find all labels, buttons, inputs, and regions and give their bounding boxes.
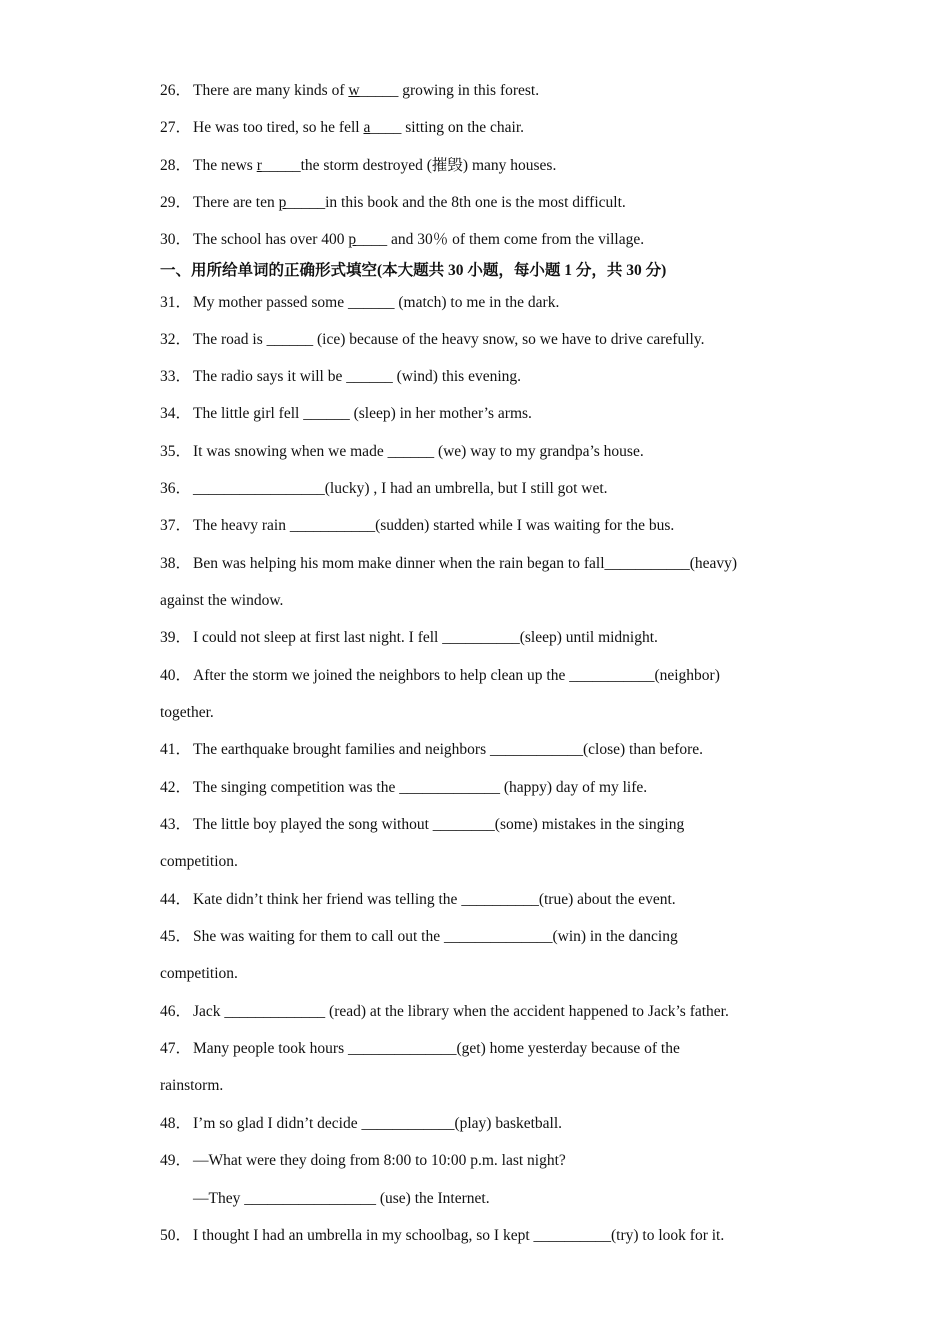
question-48: 48． I’m so glad I didn’t decide ____________(play) basketball. <box>160 1115 563 1132</box>
question-32: 32． The road is ______ (ice) because of the heavy snow, so we have to drive carefully. <box>160 331 705 348</box>
question-33: 33． The radio says it will be ______ (wind) this evening. <box>160 368 522 385</box>
question-45-continuation: competition. <box>160 965 238 982</box>
question-38: 38． Ben was helping his mom make dinner when the rain began to fall___________(heavy) <box>160 555 738 572</box>
section-heading: 一、用所给单词的正确形式填空(本大题共 30 小题，每小题 1 分，共 30 分) <box>160 262 667 279</box>
question-34: 34． The little girl fell ______ (sleep) in her mother’s arms. <box>160 405 532 422</box>
question-40: 40． After the storm we joined the neighbors to help clean up the ___________(neighbor) <box>160 667 720 684</box>
question-43-continuation: competition. <box>160 853 238 870</box>
question-40-continuation: together. <box>160 704 214 721</box>
question-44: 44． Kate didn’t think her friend was telling the __________(true) about the event. <box>160 891 676 908</box>
question-49-answer-line: —They _________________ (use) the Internet. <box>193 1190 490 1207</box>
question-31: 31． My mother passed some ______ (match) to me in the dark. <box>160 294 560 311</box>
question-50: 50． I thought I had an umbrella in my schoolbag, so I kept __________(try) to look for it. <box>160 1227 725 1244</box>
question-30: 30． The school has over 400 p____ and 30％ of them come from the village. <box>160 231 645 248</box>
question-28: 28． The news r_____the storm destroyed (摧毁) many houses. <box>160 157 557 174</box>
question-49: 49． —What were they doing from 8:00 to 10:00 p.m. last night? <box>160 1152 566 1169</box>
question-38-continuation: against the window. <box>160 592 284 609</box>
question-37: 37． The heavy rain ___________(sudden) started while I was waiting for the bus. <box>160 517 675 534</box>
question-41: 41． The earthquake brought families and neighbors ____________(close) than before. <box>160 741 704 758</box>
question-47-continuation: rainstorm. <box>160 1077 224 1094</box>
question-46: 46． Jack _____________ (read) at the library when the accident happened to Jack’s father. <box>160 1003 729 1020</box>
question-45: 45． She was waiting for them to call out the ______________(win) in the dancing <box>160 928 678 945</box>
question-29: 29． There are ten p_____in this book and the 8th one is the most difficult. <box>160 194 626 211</box>
question-35: 35． It was snowing when we made ______ (we) way to my grandpa’s house. <box>160 443 644 460</box>
question-26: 26． There are many kinds of w_____ growing in this forest. <box>160 82 540 99</box>
question-39: 39． I could not sleep at first last night. I fell __________(sleep) until midnight. <box>160 629 658 646</box>
question-43: 43． The little boy played the song without ________(some) mistakes in the singing <box>160 816 685 833</box>
question-47: 47． Many people took hours ______________(get) home yesterday because of the <box>160 1040 680 1057</box>
question-27: 27． He was too tired, so he fell a____ sitting on the chair. <box>160 119 525 136</box>
question-42: 42． The singing competition was the _____________ (happy) day of my life. <box>160 779 648 796</box>
question-36: 36． _________________(lucky) , I had an umbrella, but I still got wet. <box>160 480 608 497</box>
